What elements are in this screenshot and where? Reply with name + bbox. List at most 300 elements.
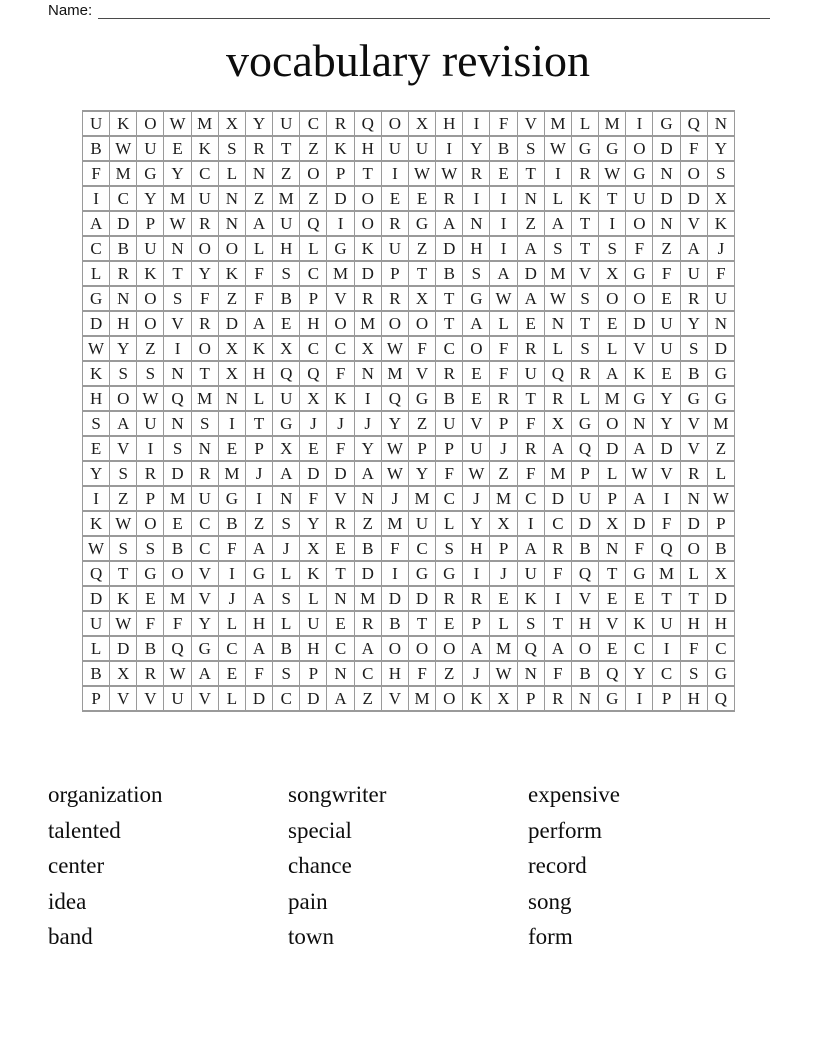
grid-cell: X (273, 337, 300, 362)
grid-cell: L (219, 162, 246, 187)
grid-cell: D (708, 587, 735, 612)
grid-cell: B (572, 662, 599, 687)
grid-cell: R (137, 462, 164, 487)
grid-cell: O (599, 287, 626, 312)
grid-cell: Z (246, 512, 273, 537)
grid-cell: T (599, 562, 626, 587)
grid-cell: W (110, 137, 137, 162)
grid-cell: D (681, 187, 708, 212)
grid-cell: H (463, 237, 490, 262)
grid-cell: M (653, 562, 680, 587)
grid-cell: D (382, 587, 409, 612)
grid-cell: M (164, 587, 191, 612)
grid-cell: D (572, 512, 599, 537)
grid-cell: R (572, 162, 599, 187)
word-column (288, 777, 528, 955)
grid-cell: V (192, 562, 219, 587)
grid-cell: H (300, 312, 327, 337)
grid-cell: L (300, 237, 327, 262)
grid-cell: Y (626, 662, 653, 687)
grid-cell: P (382, 262, 409, 287)
grid-cell: P (436, 437, 463, 462)
grid-cell: E (463, 362, 490, 387)
grid-cell: W (137, 387, 164, 412)
grid-cell: F (409, 662, 436, 687)
grid-cell: X (599, 262, 626, 287)
grid-cell: M (545, 112, 572, 137)
grid-cell: X (273, 437, 300, 462)
grid-cell: Z (110, 487, 137, 512)
grid-cell: E (300, 437, 327, 462)
grid-cell: E (653, 287, 680, 312)
grid-cell: N (355, 487, 382, 512)
grid-cell: O (626, 137, 653, 162)
grid-cell: E (599, 312, 626, 337)
name-fill-line (98, 4, 770, 19)
grid-cell: C (327, 337, 354, 362)
grid-cell: N (219, 212, 246, 237)
grid-cell: F (653, 262, 680, 287)
grid-cell: U (463, 437, 490, 462)
grid-cell: H (436, 112, 463, 137)
grid-cell: V (327, 487, 354, 512)
grid-cell: W (382, 437, 409, 462)
grid-cell: F (246, 287, 273, 312)
grid-cell: P (137, 212, 164, 237)
grid-cell: I (463, 187, 490, 212)
grid-cell: V (572, 587, 599, 612)
grid-cell: S (681, 662, 708, 687)
grid-cell: U (382, 137, 409, 162)
grid-cell: S (572, 287, 599, 312)
grid-cell: O (192, 237, 219, 262)
grid-cell: O (626, 287, 653, 312)
grid-cell: F (490, 362, 517, 387)
grid-cell: A (518, 287, 545, 312)
grid-cell: B (219, 512, 246, 537)
grid-cell: L (273, 612, 300, 637)
grid-cell: A (246, 537, 273, 562)
grid-cell: V (626, 337, 653, 362)
grid-cell: J (219, 587, 246, 612)
grid-cell: N (463, 212, 490, 237)
grid-cell: K (626, 362, 653, 387)
grid-cell: F (137, 612, 164, 637)
grid-cell: O (436, 687, 463, 712)
grid-cell: X (708, 562, 735, 587)
grid-cell: N (164, 362, 191, 387)
grid-cell: C (436, 337, 463, 362)
grid-cell: F (626, 237, 653, 262)
grid-cell: R (137, 662, 164, 687)
grid-cell: Z (409, 237, 436, 262)
grid-cell: H (572, 612, 599, 637)
grid-cell: E (327, 537, 354, 562)
grid-cell: T (436, 312, 463, 337)
grid-cell: D (626, 512, 653, 537)
grid-cell: S (137, 362, 164, 387)
grid-cell: Y (110, 337, 137, 362)
grid-cell: D (327, 462, 354, 487)
grid-cell: D (409, 587, 436, 612)
grid-cell: V (137, 687, 164, 712)
grid-cell: R (436, 362, 463, 387)
grid-cell: M (599, 387, 626, 412)
grid-cell: H (110, 312, 137, 337)
grid-cell: R (518, 437, 545, 462)
grid-cell: E (436, 612, 463, 637)
grid-cell: T (599, 187, 626, 212)
grid-cell: F (545, 662, 572, 687)
grid-cell: Y (164, 162, 191, 187)
grid-cell: G (599, 687, 626, 712)
grid-cell: N (273, 487, 300, 512)
grid-cell: S (518, 137, 545, 162)
grid-cell: V (382, 687, 409, 712)
grid-cell: M (164, 187, 191, 212)
grid-cell: V (681, 212, 708, 237)
grid-cell: B (273, 287, 300, 312)
grid-cell: G (626, 387, 653, 412)
grid-cell: A (599, 362, 626, 387)
grid-cell: L (545, 337, 572, 362)
page-title: vocabulary revision (225, 35, 591, 86)
grid-cell: T (545, 612, 572, 637)
grid-cell: H (273, 237, 300, 262)
grid-cell: P (409, 437, 436, 462)
grid-cell: F (246, 262, 273, 287)
grid-cell: E (409, 187, 436, 212)
grid-cell: G (219, 487, 246, 512)
grid-cell: O (327, 312, 354, 337)
grid-cell: D (681, 512, 708, 537)
grid-cell: U (273, 212, 300, 237)
grid-cell: Z (246, 187, 273, 212)
grid-cell: M (355, 587, 382, 612)
grid-cell: P (246, 437, 273, 462)
grid-cell: T (572, 237, 599, 262)
grid-cell: H (246, 362, 273, 387)
grid-cell: B (708, 537, 735, 562)
grid-cell: U (83, 612, 110, 637)
grid-cell: U (164, 687, 191, 712)
grid-cell: K (83, 362, 110, 387)
grid-cell: S (83, 412, 110, 437)
grid-cell: K (327, 137, 354, 162)
name-row (48, 3, 770, 19)
grid-cell: K (137, 262, 164, 287)
grid-cell: Z (409, 412, 436, 437)
grid-cell: K (572, 187, 599, 212)
grid-cell: C (273, 687, 300, 712)
grid-cell: P (327, 162, 354, 187)
grid-cell: O (382, 112, 409, 137)
grid-cell: U (300, 612, 327, 637)
grid-cell: O (300, 162, 327, 187)
grid-cell: E (599, 637, 626, 662)
grid-cell: O (355, 212, 382, 237)
grid-cell: T (246, 412, 273, 437)
grid-cell: Y (137, 187, 164, 212)
grid-cell: F (219, 537, 246, 562)
grid-cell: E (164, 512, 191, 537)
grid-cell: Y (355, 437, 382, 462)
grid-cell: E (164, 137, 191, 162)
word-column (528, 777, 768, 955)
grid-cell: T (192, 362, 219, 387)
grid-cell: L (246, 387, 273, 412)
grid-cell: V (518, 112, 545, 137)
grid-cell: O (219, 237, 246, 262)
grid-cell: E (273, 312, 300, 337)
grid-cell: G (246, 562, 273, 587)
grid-cell: D (545, 487, 572, 512)
grid-cell: N (355, 362, 382, 387)
grid-cell: R (572, 362, 599, 387)
grid-cell: T (355, 162, 382, 187)
grid-cell: F (490, 337, 517, 362)
grid-cell: L (490, 312, 517, 337)
grid-cell: A (545, 212, 572, 237)
grid-cell: T (327, 562, 354, 587)
grid-cell: P (572, 462, 599, 487)
grid-cell: A (518, 237, 545, 262)
grid-cell: T (273, 137, 300, 162)
grid-cell: Z (355, 512, 382, 537)
grid-cell: T (518, 162, 545, 187)
grid-cell: Z (436, 662, 463, 687)
grid-cell: I (490, 212, 517, 237)
grid-cell: J (490, 437, 517, 462)
grid-cell: Q (164, 637, 191, 662)
grid-cell: T (436, 287, 463, 312)
grid-cell: P (137, 487, 164, 512)
grid-cell: C (192, 512, 219, 537)
grid-cell: H (463, 537, 490, 562)
grid-cell: D (110, 212, 137, 237)
grid-cell: S (110, 537, 137, 562)
grid-cell: T (409, 612, 436, 637)
grid-cell: E (83, 437, 110, 462)
grid-cell: P (463, 612, 490, 637)
grid-cell: J (463, 662, 490, 687)
grid-cell: A (327, 687, 354, 712)
grid-cell: Y (83, 462, 110, 487)
grid-cell: F (626, 537, 653, 562)
grid-cell: A (518, 537, 545, 562)
grid-cell: W (164, 212, 191, 237)
grid-cell: D (300, 462, 327, 487)
grid-cell: K (463, 687, 490, 712)
grid-cell: L (219, 687, 246, 712)
grid-cell: I (327, 212, 354, 237)
grid-cell: U (708, 287, 735, 312)
grid-cell: B (382, 612, 409, 637)
word-item: chance (288, 853, 352, 878)
grid-cell: X (599, 512, 626, 537)
grid-cell: H (681, 612, 708, 637)
word-item: form (528, 924, 573, 949)
grid-cell: U (273, 112, 300, 137)
word-item: songwriter (288, 782, 387, 807)
grid-cell: D (518, 262, 545, 287)
grid-cell: Q (599, 662, 626, 687)
grid-cell: H (83, 387, 110, 412)
grid-cell: V (463, 412, 490, 437)
grid-cell: P (490, 537, 517, 562)
grid-cell: K (83, 512, 110, 537)
grid-cell: G (626, 262, 653, 287)
grid-cell: V (327, 287, 354, 312)
grid-cell: R (192, 312, 219, 337)
grid-cell: G (708, 662, 735, 687)
grid-cell: F (300, 487, 327, 512)
grid-cell: C (545, 512, 572, 537)
word-item: idea (48, 888, 87, 914)
grid-cell: B (572, 537, 599, 562)
grid-cell: Z (300, 137, 327, 162)
grid-cell: I (382, 562, 409, 587)
grid-cell: U (436, 412, 463, 437)
word-item: special (288, 817, 352, 843)
grid-cell: C (355, 662, 382, 687)
grid-cell: H (681, 687, 708, 712)
grid-cell: X (355, 337, 382, 362)
grid-cell: N (708, 312, 735, 337)
grid-cell: L (599, 337, 626, 362)
grid-cell: B (436, 387, 463, 412)
grid-cell: J (246, 462, 273, 487)
grid-cell: S (273, 587, 300, 612)
grid-cell: Q (572, 562, 599, 587)
grid-cell: S (219, 137, 246, 162)
grid-cell: W (164, 112, 191, 137)
grid-cell: O (409, 312, 436, 337)
grid-cell: R (436, 587, 463, 612)
grid-cell: N (164, 237, 191, 262)
grid-cell: S (273, 262, 300, 287)
word-item: record (528, 853, 587, 878)
grid-cell: W (545, 287, 572, 312)
grid-cell: C (219, 637, 246, 662)
grid-cell: O (137, 512, 164, 537)
grid-cell: G (572, 412, 599, 437)
word-list (48, 777, 770, 955)
grid-cell: H (246, 612, 273, 637)
grid-cell: G (137, 162, 164, 187)
grid-cell: F (653, 512, 680, 537)
grid-cell: A (246, 212, 273, 237)
grid-cell: L (246, 237, 273, 262)
grid-cell: F (327, 362, 354, 387)
grid-cell: O (110, 387, 137, 412)
grid-cell: O (382, 637, 409, 662)
grid-cell: G (626, 562, 653, 587)
grid-cell: M (355, 312, 382, 337)
grid-cell: R (463, 587, 490, 612)
grid-cell: G (708, 387, 735, 412)
grid-cell: T (110, 562, 137, 587)
grid-cell: G (653, 112, 680, 137)
grid-cell: Y (246, 112, 273, 137)
grid-cell: G (626, 162, 653, 187)
grid-cell: D (355, 562, 382, 587)
grid-cell: M (192, 387, 219, 412)
grid-cell: S (273, 662, 300, 687)
grid-cell: M (409, 487, 436, 512)
grid-cell: C (110, 187, 137, 212)
grid-cell: N (545, 312, 572, 337)
grid-cell: Q (545, 362, 572, 387)
grid-cell: W (83, 537, 110, 562)
grid-cell: I (653, 487, 680, 512)
grid-cell: I (490, 187, 517, 212)
grid-cell: C (708, 637, 735, 662)
grid-cell: N (518, 662, 545, 687)
grid-cell: N (599, 537, 626, 562)
grid-cell: E (518, 312, 545, 337)
grid-cell: U (192, 187, 219, 212)
grid-cell: R (382, 212, 409, 237)
grid-cell: S (273, 512, 300, 537)
grid-cell: L (83, 637, 110, 662)
grid-cell: M (164, 487, 191, 512)
grid-cell: X (110, 662, 137, 687)
grid-cell: G (409, 387, 436, 412)
grid-cell: L (273, 562, 300, 587)
grid-cell: R (355, 287, 382, 312)
grid-cell: T (572, 312, 599, 337)
grid-cell: H (355, 137, 382, 162)
grid-cell: A (355, 637, 382, 662)
grid-cell: S (572, 337, 599, 362)
grid-cell: Q (572, 437, 599, 462)
grid-cell: W (110, 512, 137, 537)
grid-cell: R (246, 137, 273, 162)
grid-cell: A (545, 637, 572, 662)
grid-cell: H (708, 612, 735, 637)
grid-cell: P (653, 687, 680, 712)
grid-cell: Q (164, 387, 191, 412)
grid-cell: V (192, 587, 219, 612)
grid-cell: K (300, 562, 327, 587)
grid-cell: J (355, 412, 382, 437)
grid-cell: C (300, 112, 327, 137)
grid-cell: V (164, 312, 191, 337)
grid-cell: I (436, 137, 463, 162)
grid-cell: I (545, 587, 572, 612)
word-item: perform (528, 817, 603, 843)
grid-cell: Y (681, 312, 708, 337)
grid-cell: U (626, 187, 653, 212)
grid-cell: L (490, 612, 517, 637)
grid-cell: S (192, 412, 219, 437)
grid-cell: Q (300, 362, 327, 387)
grid-cell: E (219, 662, 246, 687)
grid-cell: S (137, 537, 164, 562)
grid-cell: U (653, 312, 680, 337)
grid-cell: M (219, 462, 246, 487)
grid-cell: X (708, 187, 735, 212)
grid-cell: U (681, 262, 708, 287)
grid-cell: C (300, 337, 327, 362)
grid-cell: D (653, 437, 680, 462)
word-item: song (528, 888, 572, 914)
grid-cell: X (219, 112, 246, 137)
grid-cell: B (110, 237, 137, 262)
grid-cell: P (708, 512, 735, 537)
grid-cell: B (137, 637, 164, 662)
